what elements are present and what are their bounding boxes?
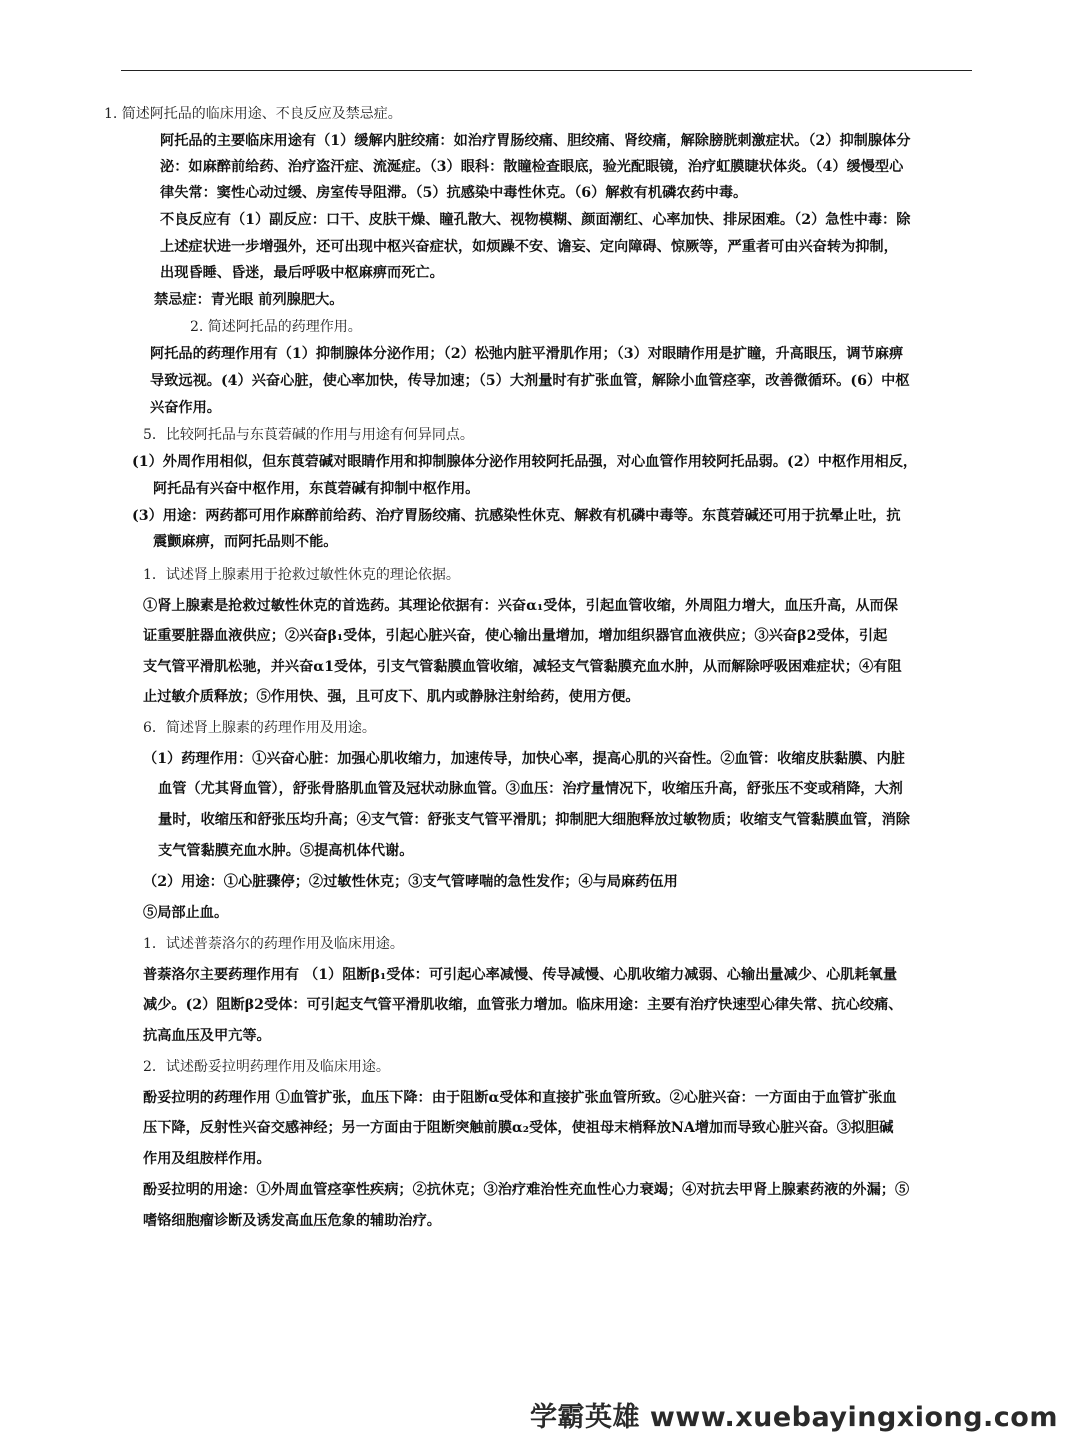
answer-line: (1）外周作用相似，但东莨菪碱对眼睛作用和抑制腺体分泌作用较阿托品强，对心血管作用较阿托品弱。(2）中枢作用相反， bbox=[132, 454, 918, 470]
answer-line: 支气管平滑肌松驰，并兴奋α1受体，引支气管黏膜血管收缩，减轻支气管黏膜充血水肿，从而解除呼吸困难症状；④有阻 bbox=[143, 659, 902, 675]
answer-line: 酚妥拉明的药理作用 ①血管扩张，血压下降：由于阻断α受体和直接扩张血管所致。②心脏兴奋：一方面由于血管扩张血 bbox=[143, 1090, 897, 1106]
answer-line: （1）药理作用：①兴奋心脏：加强心肌收缩力，加速传导，加快心率，提高心肌的兴奋性。②血管：收缩皮肤黏膜、内脏 bbox=[143, 751, 905, 767]
answer-line: 血管（尤其肾血管），舒张骨胳肌血管及冠状动脉血管。③血压：治疗量情况下，收缩压升高，舒张压不变或稍降，大剂 bbox=[158, 781, 903, 797]
answer-line: 阿托品的药理作用有（1）抑制腺体分泌作用；（2）松弛内脏平滑肌作用；（3）对眼睛作用是扩瞳，升高眼压，调节麻痹 bbox=[150, 346, 904, 362]
answer-line: 压下降，反射性兴奋交感神经；另一方面由于阻断突触前膜α₂受体，使祖母末梢释放NA增加而导致心脏兴奋。③拟胆碱 bbox=[143, 1120, 894, 1136]
answer-line: 阿托品有兴奋中枢作用，东莨菪碱有抑制中枢作用。 bbox=[153, 481, 480, 497]
answer-line: 作用及组胺样作用。 bbox=[143, 1151, 271, 1167]
header-rule bbox=[121, 70, 972, 71]
answer-line: 导致远视。(4）兴奋心脏，使心率加快，传导加速；（5）大剂量时有扩张血管，解除小血管痉挛，改善微循环。(6）中枢 bbox=[150, 373, 910, 389]
answer-line: (3）用途：两药都可用作麻醉前给药、治疗胃肠绞痛、抗感染性休克、解救有机磷中毒等。东莨菪碱还可用于抗晕止吐，抗 bbox=[132, 508, 901, 524]
question-5: 5．比较阿托品与东莨菪碱的作用与用途有何异同点。 bbox=[143, 427, 474, 443]
answer-line: 阿托品的主要临床用途有（1）缓解内脏绞痛：如治疗胃肠绞痛、胆绞痛、肾绞痛，解除膀胱刺激症状。（2）抑制腺体分 bbox=[160, 133, 911, 149]
answer-line: ⑤局部止血。 bbox=[143, 905, 229, 921]
answer-line: 不良反应有（1）副反应：口干、皮肤干燥、瞳孔散大、视物模糊、颜面潮红、心率加快、排尿困难。（2）急性中毒：除 bbox=[160, 212, 911, 228]
answer-line: 酚妥拉明的用途：①外周血管痉挛性疾病；②抗休克；③治疗难治性充血性心力衰竭；④对抗去甲肾上腺素药液的外漏；⑤ bbox=[143, 1182, 910, 1198]
answer-line: 支气管黏膜充血水肿。⑤提高机体代谢。 bbox=[158, 843, 414, 859]
answer-line: 泌：如麻醉前给药、治疗盗汗症、流涎症。（3）眼科：散瞳检查眼底，验光配眼镜，治疗虹膜睫状体炎。（4）缓慢型心 bbox=[160, 159, 904, 175]
answer-line: 减少。(2）阻断β2受体：可引起支气管平滑肌收缩，血管张力增加。临床用途：主要有治疗快速型心律失常、抗心绞痛、 bbox=[143, 997, 903, 1013]
answer-line: 量时，收缩压和舒张压均升高；④支气管：舒张支气管平滑肌；抑制肥大细胞释放过敏物质；收缩支气管黏膜血管，消除 bbox=[158, 812, 910, 828]
answer-line: 证重要脏器血液供应；②兴奋β₁受体，引起心脏兴奋，使心输出量增加，增加组织器官血液供应；③兴奋β2受体，引起 bbox=[143, 628, 888, 644]
question-2: 2. 简述阿托品的药理作用。 bbox=[190, 319, 362, 335]
answer-line: 止过敏介质释放；⑤作用快、强，且可皮下、肌内或静脉注射给药，使用方便。 bbox=[143, 689, 640, 705]
answer-line: 嗜铬细胞瘤诊断及诱发高血压危象的辅助治疗。 bbox=[143, 1213, 441, 1229]
answer-line: 禁忌症：青光眼 前列腺肥大。 bbox=[154, 292, 344, 308]
question-6: 6．简述肾上腺素的药理作用及用途。 bbox=[143, 720, 376, 736]
question-1: 1. 简述阿托品的临床用途、不良反应及禁忌症。 bbox=[104, 106, 402, 122]
answer-line: ①肾上腺素是抢救过敏性休克的首选药。其理论依据有：兴奋α₁受体，引起血管收缩，外周阻力增大，血压升高，从而保 bbox=[143, 598, 898, 614]
answer-line: 普萘洛尔主要药理作用有 （1）阻断β₁受体：可引起心率减慢、传导减慢、心肌收缩力减弱、心输出量减少、心肌耗氧量 bbox=[143, 967, 898, 983]
answer-line: 出现昏睡、昏迷，最后呼吸中枢麻痹而死亡。 bbox=[160, 265, 444, 281]
question-epinephrine-shock: 1．试述肾上腺素用于抢救过敏性休克的理论依据。 bbox=[143, 567, 460, 583]
site-watermark: 学霸英雄 www.xuebayingxiong.com bbox=[529, 1402, 1058, 1433]
question-phentolamine: 2．试述酚妥拉明药理作用及临床用途。 bbox=[143, 1059, 390, 1075]
answer-line: 震颤麻痹，而阿托品则不能。 bbox=[153, 534, 338, 550]
question-propranolol: 1．试述普萘洛尔的药理作用及临床用途。 bbox=[143, 936, 404, 952]
answer-line: 律失常：窦性心动过缓、房室传导阻滞。（5）抗感染中毒性休克。（6）解救有机磷农药中毒。 bbox=[160, 185, 748, 201]
answer-line: 抗高血压及甲亢等。 bbox=[143, 1028, 271, 1044]
answer-line: 兴奋作用。 bbox=[150, 400, 221, 416]
answer-line: （2）用途：①心脏骤停；②过敏性休克；③支气管哮喘的急性发作；④与局麻药伍用 bbox=[143, 874, 678, 890]
answer-line: 上述症状进一步增强外，还可出现中枢兴奋症状，如烦躁不安、谵妄、定向障碍、惊厥等，严重者可由兴奋转为抑制， bbox=[160, 239, 898, 255]
